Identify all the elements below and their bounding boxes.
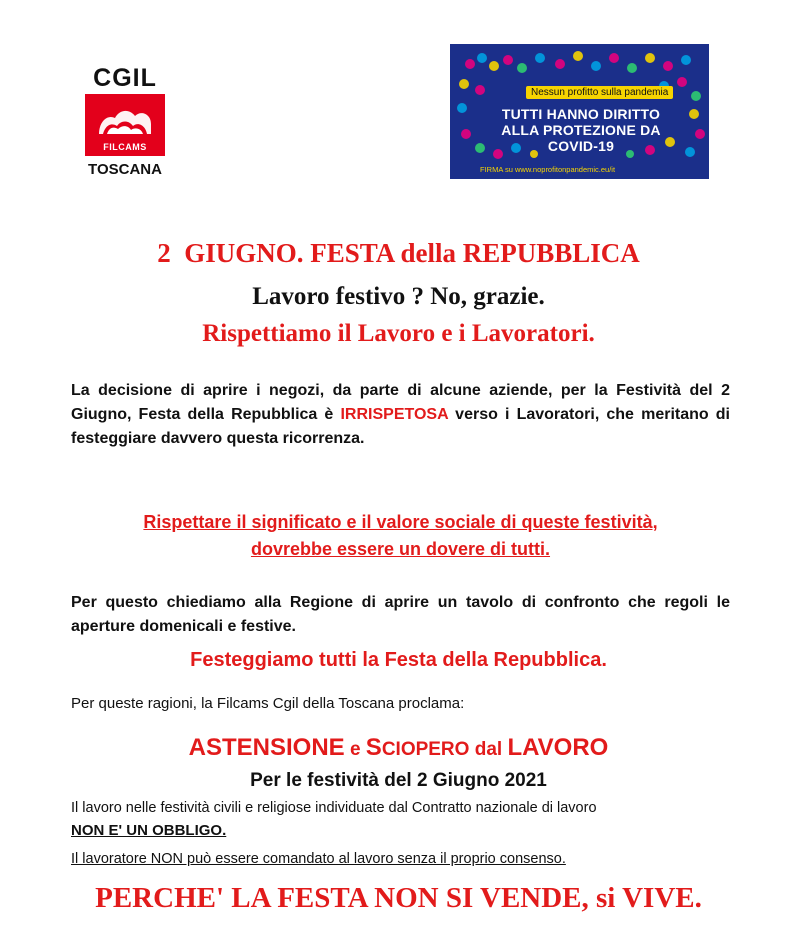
banner-title-line: COVID-19 — [547, 138, 615, 154]
strike-heading — [0, 734, 797, 762]
page-title: 2 GIUGNO. FESTA della REPUBBLICA — [157, 238, 640, 268]
strike-word: LAVORO — [507, 734, 609, 761]
paragraph-request: Per questo chiediamo alla Regione di aprire un tavolo di confronto che regoli le aperture domenicali e festive. — [71, 594, 730, 635]
statement-line: Rispettare il significato e il valore sociale di queste festività, — [143, 512, 658, 532]
logo-region: TOSCANA — [88, 161, 162, 178]
paragraph-text: La decisione di aprire i negozi, da parte di alcune aziende, per la Festività del 2 Giugno, Festa della Repubblica è — [71, 382, 730, 423]
statement-line: dovrebbe essere un dovere di tutti. — [250, 539, 551, 559]
banner-footer: FIRMA su www.noprofitonpandemic.eu/it — [480, 165, 616, 174]
legal-emphasis: NON E' UN OBBLIGO. — [71, 822, 227, 839]
date-line: Per le festività del 2 Giugno 2021 — [250, 770, 547, 791]
paragraph-decision — [71, 379, 730, 451]
proclama-text: Per queste ragioni, la Filcams Cgil della Toscana proclama: — [71, 695, 465, 712]
banner-tag: Nessun profitto sulla pandemia — [526, 86, 673, 99]
strike-word: e — [344, 739, 366, 760]
strike-word: CIOPERO — [381, 739, 470, 760]
logo-cgil-text: CGIL — [93, 64, 157, 92]
strike-word: ASTENSIONE — [188, 734, 345, 761]
banner-title-line: TUTTI HANNO DIRITTO — [501, 106, 661, 122]
subtitle: Lavoro festivo ? No, grazie. — [252, 283, 545, 310]
paragraph-text: verso i Lavoratori, che meritano di festeggiare davvero questa ricorrenza. — [71, 406, 731, 447]
banner-title-line: ALLA PROTEZIONE DA — [501, 122, 661, 138]
celebrate-heading: Festeggiamo tutti la Festa della Repubblica. — [190, 649, 607, 671]
closing-slogan: PERCHE' LA FESTA NON SI VENDE, si VIVE. — [95, 882, 702, 914]
highlight-word: IRRISPETOSA — [340, 406, 449, 423]
subtitle-red: Rispettiamo il Lavoro e i Lavoratori. — [202, 320, 595, 347]
covid-banner — [450, 44, 709, 179]
strike-word: S — [365, 734, 382, 761]
legal-consent: Il lavoratore NON può essere comandato al lavoro senza il proprio consenso. — [71, 851, 566, 867]
statement — [71, 509, 730, 563]
logo-filcams-text: FILCAMS — [103, 142, 147, 152]
banner-title — [476, 106, 686, 154]
legal-text: Il lavoro nelle festività civili e religiose individuate dal Contratto nazionale di lavoro — [71, 800, 597, 816]
strike-word: dal — [469, 739, 508, 760]
